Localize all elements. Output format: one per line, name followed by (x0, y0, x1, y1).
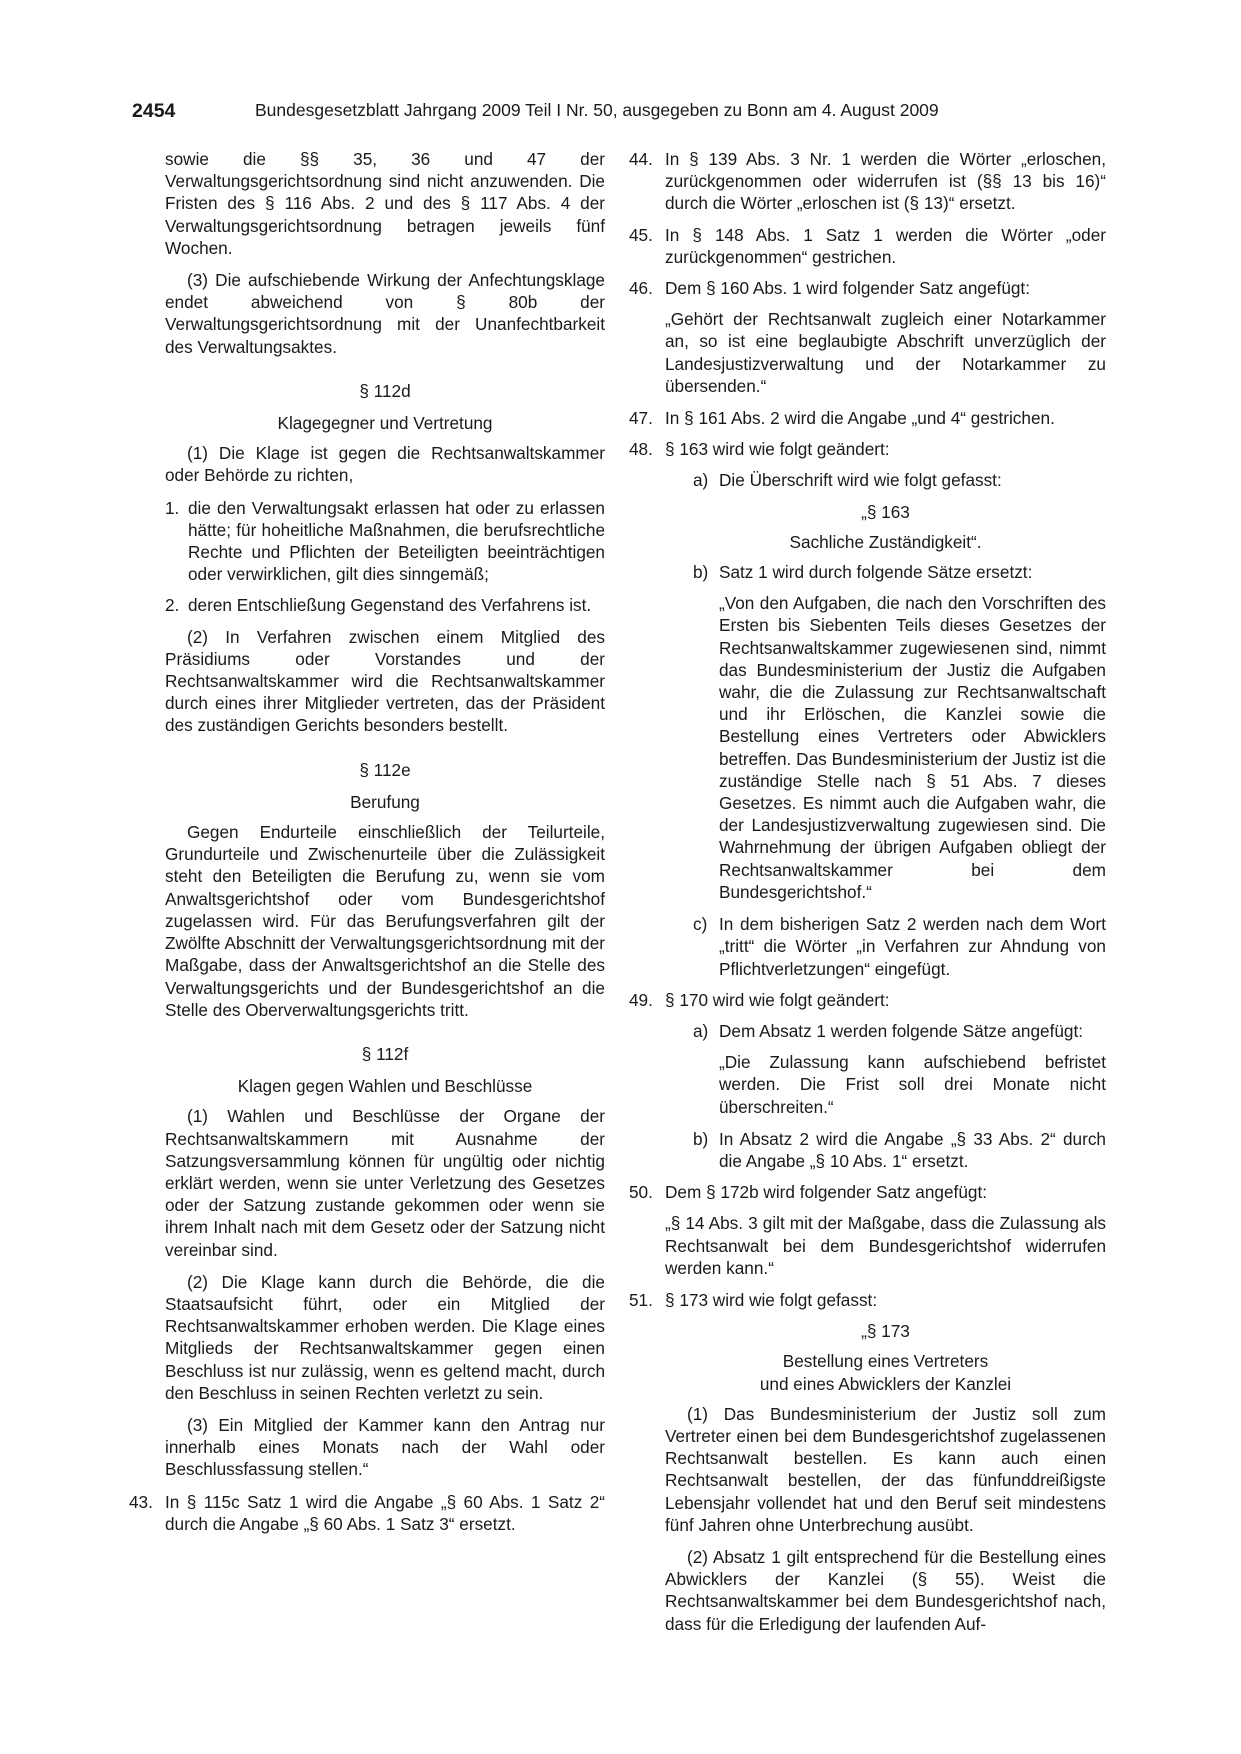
list-text: die den Verwaltungsakt erlassen hat oder zu erlassen hätte; für hoheitliche Maßnahmen, die berufsrechtliche Rechte und Pflichten der Beteiligten beeinträchtigen oder verwirklichen, gilt dies sinngemäß; (188, 497, 605, 585)
item-number: 51. (629, 1289, 653, 1310)
quoted-text: „§ 14 Abs. 3 gilt mit der Maßgabe, dass die Zulassung als Rechtsanwalt bei dem Bundesgerichtshof widerrufen werden kann.“ (665, 1213, 1106, 1278)
sub-item-text: Dem Absatz 1 werden folgende Sätze angefügt: (719, 1020, 1084, 1041)
amendment-item (629, 148, 1106, 215)
item-number: 50. (629, 1182, 653, 1203)
page-number: 2454 (132, 100, 176, 122)
sub-item (693, 561, 1106, 583)
paragraph: (2) Die Klage kann durch die Behörde, die die Staatsaufsicht führt, oder ein Mitglied der Rechtsanwaltskammer erhoben werden. Die Klage eines Mitglieds der Rechtsanwaltskammer gegen einen Beschluss ist nur zulässig, wenn es geltend macht, durch den Beschluss in seinen Rechten verletzt zu sein. (165, 1271, 605, 1403)
paragraph: sowie die §§ 35, 36 und 47 der Verwaltungsgerichtsordnung sind nicht anzuwenden. Die Fristen des § 116 Abs. 2 und des § 117 Abs. 4 der Verwaltungsgerichtsordnung betragen jeweils fünf Wochen. (165, 149, 605, 258)
sub-item-letter: c) (693, 914, 708, 935)
item-text: In § 148 Abs. 1 Satz 1 werden die Wörter „oder zurückgenommen“ gestrichen. (665, 224, 1106, 267)
section-title: Berufung (350, 791, 420, 812)
quoted-text: „Die Zulassung kann aufschiebend befristet werden. Die Frist soll drei Monate nicht überschreiten.“ (719, 1052, 1106, 1117)
sub-item-letter: b) (693, 1128, 709, 1149)
paragraph: Gegen Endurteile einschließlich der Teilurteile, Grundurteile und Zwischenurteile über die Zulässigkeit steht den Beteiligten die Berufung zu, wenn sie vom Anwaltsgerichtshof oder vom Bundesgerichtshof zugelassen wird. Für das Berufungsverfahren gilt der Zwölfte Abschnitt der Verwaltungsgerichtsordnung mit der Maßgabe, dass der Anwaltsgerichtshof an die Stelle des Verwaltungsgerichts und der Bundesgerichtshof an die Stelle des Oberverwaltungsgerichts tritt. (165, 822, 605, 1020)
paragraph: (1) Das Bundesministerium der Justiz soll zum Vertreter einen bei dem Bundesgerichtshof zugelassenen Rechtsanwalt bestellen. Es kann auch einen Rechtsanwalt bestellen, der das fünfunddreißigste Lebensjahr vollendet hat und den Beruf seit mindestens fünf Jahren ohne Unterbrechung ausübt. (665, 1403, 1106, 1535)
item-number: 48. (629, 439, 653, 460)
section-number: „§ 163 (861, 501, 910, 522)
sub-item-letter: a) (693, 470, 709, 491)
item-number: 45. (629, 224, 653, 245)
section-title: Klagen gegen Wahlen und Beschlüsse (237, 1076, 533, 1097)
section-number: § 112d (359, 380, 411, 401)
paragraph: (3) Die aufschiebende Wirkung der Anfechtungsklage endet abweichend von § 80b der Verwaltungsgerichtsordnung mit der Unanfechtbarkeit des Verwaltungsaktes. (165, 270, 605, 357)
page-header (132, 100, 1109, 126)
amendment-item (629, 438, 1106, 460)
item-text: In § 161 Abs. 2 wird die Angabe „und 4“ gestrichen. (665, 408, 1055, 429)
list-item (165, 594, 605, 616)
left-column (129, 148, 605, 1544)
amendment-item (629, 1289, 1106, 1311)
sub-item (693, 1128, 1106, 1172)
sub-item (693, 1020, 1106, 1042)
quoted-text: „Gehört der Rechtsanwalt zugleich einer Notarkammer an, so ist eine beglaubigte Abschrift unverzüglich der Landesjustizverwaltung und der Notarkammer zu übersenden.“ (665, 309, 1106, 396)
section-title-line: Bestellung eines Vertreters (782, 1351, 989, 1372)
amendment-item (629, 407, 1106, 429)
quoted-text: „Von den Aufgaben, die nach den Vorschriften des Ersten bis Siebenten Teils dieses Gesetzes der Rechtsanwaltskammer zugewiesenen sind, nimmt das Bundesministerium der Justiz die Aufgaben wahr, die die Zulassung zur Rechtsanwaltschaft und ihr Erlöschen, die Kanzlei sowie die Bestellung eines Vertreters oder Abwicklers betreffen. Das Bundesministerium der Justiz ist die zuständige Stelle nach § 51 Abs. 7 dieses Gesetzes. Es nimmt auch die Aufgaben wahr, die der Landesjustizverwaltung zugewiesen sind. Die Wahrnehmung der übrigen Aufgaben obliegt der Rechtsanwaltskammer bei dem Bundesgerichtshof.“ (719, 593, 1106, 902)
list-text: deren Entschließung Gegenstand des Verfahrens ist. (188, 595, 592, 616)
sub-item-text: Die Überschrift wird wie folgt gefasst: (719, 470, 1002, 491)
section-number: § 112f (361, 1043, 409, 1064)
sub-item-letter: a) (693, 1020, 709, 1041)
list-item (165, 497, 605, 586)
amendment-item (629, 224, 1106, 268)
item-text: Dem § 160 Abs. 1 wird folgender Satz angefügt: (665, 278, 1030, 299)
sub-item (693, 469, 1106, 491)
section-title: Sachliche Zuständigkeit“. (789, 531, 982, 552)
item-text: In § 115c Satz 1 wird die Angabe „§ 60 Abs. 1 Satz 2“ durch die Angabe „§ 60 Abs. 1 Satz 3“ ersetzt. (165, 1491, 605, 1534)
paragraph: (3) Ein Mitglied der Kammer kann den Antrag nur innerhalb eines Monats nach der Wahl oder Beschlussfassung stellen.“ (165, 1414, 605, 1480)
sub-item-text: In dem bisherigen Satz 2 werden nach dem Wort „tritt“ die Wörter „in Verfahren zur Ahndung von Pflichtverletzungen“ eingefügt. (719, 914, 1106, 979)
sub-item-text: In Absatz 2 wird die Angabe „§ 33 Abs. 2“ durch die Angabe „§ 10 Abs. 1“ ersetzt. (719, 1128, 1106, 1171)
item-number: 49. (629, 989, 653, 1010)
paragraph: (2) Absatz 1 gilt entsprechend für die Bestellung eines Abwicklers der Kanzlei (§ 55). Weist die Rechtsanwaltskammer bei dem Bundesgerichtshof nach, dass für die Erledigung der laufenden Auf- (665, 1546, 1106, 1634)
item-text: § 163 wird wie folgt geändert: (665, 439, 890, 460)
right-column (629, 148, 1106, 1645)
item-number: 43. (129, 1491, 153, 1512)
amendment-item (629, 1181, 1106, 1203)
paragraph: (1) Wahlen und Beschlüsse der Organe der Rechtsanwaltskammern mit Ausnahme der Satzungsversammlung können für ungültig oder nichtig erklärt werden, wenn sie unter Verletzung des Gesetzes oder der Satzung zustande gekommen oder wenn sie ihrem Inhalt nach mit dem Gesetz oder der Satzung nicht vereinbar sind. (165, 1106, 605, 1260)
section-number: § 112e (359, 759, 411, 780)
section-title-line: und eines Abwicklers der Kanzlei (759, 1373, 1012, 1394)
section-title: Klagegegner und Vertretung (277, 413, 493, 434)
sub-item (693, 913, 1106, 980)
sub-item-letter: b) (693, 562, 709, 583)
item-number: 44. (629, 149, 653, 169)
amendment-item (629, 989, 1106, 1011)
section-number: „§ 173 (861, 1321, 910, 1342)
item-text: Dem § 172b wird folgender Satz angefügt: (665, 1182, 987, 1203)
item-text: In § 139 Abs. 3 Nr. 1 werden die Wörter „erloschen, zurückgenommen oder widerrufen ist (§§ 13 bis 16)“ durch die Wörter „erloschen ist (§ 13)“ ersetzt. (665, 149, 1106, 214)
paragraph: (1) Die Klage ist gegen die Rechtsanwaltskammer oder Behörde zu richten, (165, 443, 605, 486)
list-number: 1. (165, 497, 180, 518)
paragraph: (2) In Verfahren zwischen einem Mitglied des Präsidiums oder Vorstandes und der Rechtsanwaltskammer wird die Rechtsanwaltskammer durch eines ihrer Mitglieder vertreten, das der Präsident des zuständigen Gerichts besonders bestellt. (165, 626, 605, 736)
amendment-item (629, 277, 1106, 299)
running-title: Bundesgesetzblatt Jahrgang 2009 Teil I Nr. 50, ausgegeben zu Bonn am 4. August 2009 (255, 100, 939, 120)
item-text: § 170 wird wie folgt geändert: (665, 989, 890, 1010)
item-number: 47. (629, 408, 653, 429)
item-number: 46. (629, 278, 653, 299)
amendment-item (129, 1491, 605, 1535)
sub-item-text: Satz 1 wird durch folgende Sätze ersetzt: (719, 562, 1033, 583)
list-number: 2. (165, 595, 180, 616)
item-text: § 173 wird wie folgt gefasst: (665, 1289, 878, 1310)
